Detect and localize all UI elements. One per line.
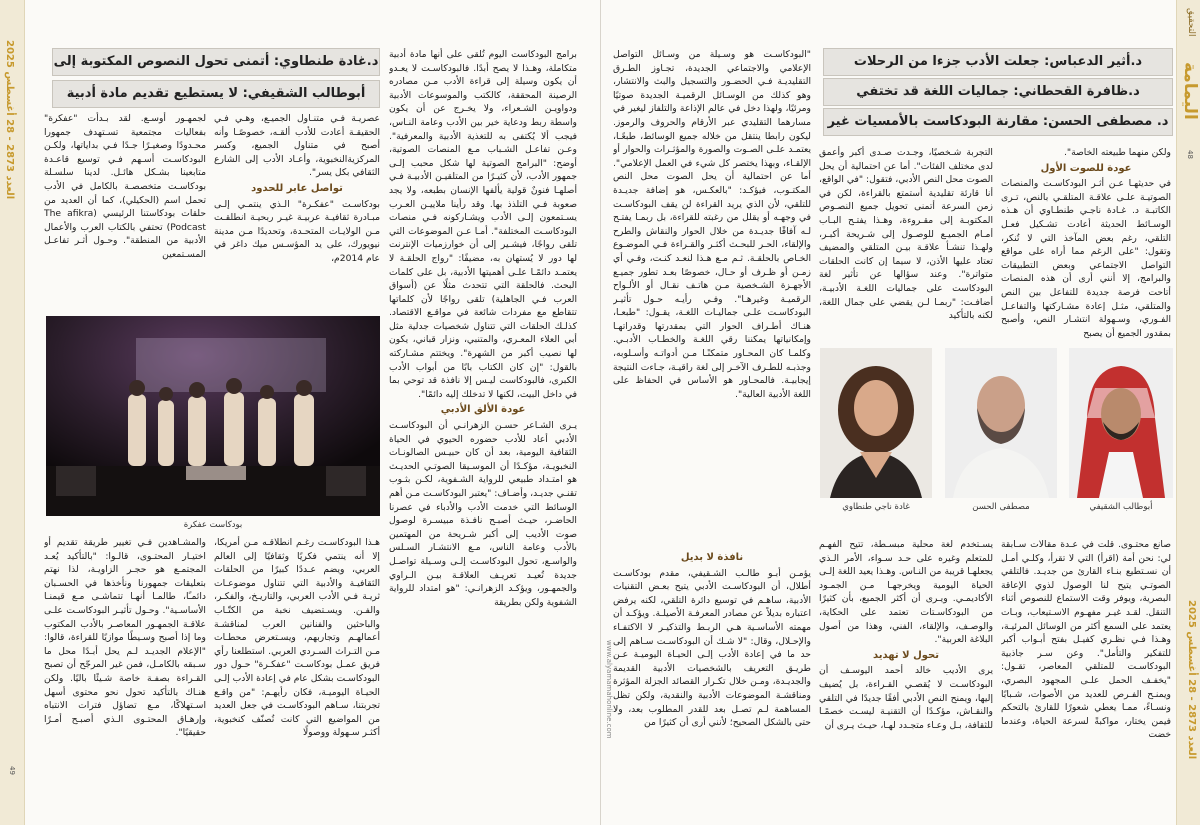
portrait-abutaleb-image bbox=[1069, 348, 1173, 498]
afikra-event-photo bbox=[46, 316, 380, 516]
page-number: 48 bbox=[1186, 150, 1194, 159]
subheading-literary-glow: عودة الألق الأدبي bbox=[440, 404, 526, 416]
headline-3: د. مصطفى الحسن: مقارنة البودكاست بالأمسيات غير bbox=[823, 108, 1173, 136]
bottom-column-2 bbox=[819, 538, 993, 806]
column-1 bbox=[1001, 146, 1171, 342]
right-page bbox=[600, 0, 1200, 825]
portrait-mustafa bbox=[945, 348, 1057, 498]
bottom-column-3-text: يؤمـن أبـو طالـب الشـقيفي، مقدم بودكاسـت أطلال، أن البودكاسـت الأدبي يتيح بعـض التقنيات الأدبية، ساهـم في توسيع دائرة التلقي، لكنه يرفض اعتباره بديلاً عن مصادر المعرفـة الأصيلـة. ويؤكـد أن مهمته الأساسـية هـي الربـط والتذكيـر لا الاكتفـاء والإحـلال، وقال: "لا شـك أن البودكاسـت سـاهم إلى حد ما في إعادة الأدب إلـى الحيـاة اليوميـة عـن طريـق التعريف بالشخصيات الأدبية القديمة والجديـدة، ومـن خلال تكـرار القصائد الجزلة المؤثرة ومناقشـة الموضوعات الأدبية والنقدية، ولكن تظل المساهمة لـم تصـل بعد للقدر المطلوب بعد، ولا حتى بالشكل الصحيح؛ لأنني أرى أن كثيرًا من bbox=[613, 567, 811, 729]
column-1-top: ولكن منهما طبيعته الخاصة". bbox=[1063, 147, 1171, 158]
portrait-caption-mustafa: مصطفى الحسن bbox=[972, 502, 1030, 512]
left-column-a bbox=[389, 48, 577, 806]
headline-1: د.أثير الدعباس: جعلت الأدب جزءا من الرحلات bbox=[823, 48, 1173, 76]
left-column-b bbox=[214, 112, 380, 300]
left-headline-2: أبوطالب الشقيفي: لا يستطيع تقديم مادة أدبية bbox=[52, 80, 380, 108]
afikra-event-image bbox=[46, 316, 380, 516]
left-column-b-text: عصريـة فـي متنـاول الجميـع، وهـي فـي الحقيقـة أعادت للأدب ألقـه، خصوصًـا وأنه أصبح في متناول الجميع، وكسر المركزيةالنخبوية، وأعـاد الأدب إلى الشارع الثقافي بكل يسر". bbox=[214, 113, 380, 179]
subheading-window: نافذة لا بديل bbox=[680, 552, 744, 563]
subheading-voice-return: عودة للصوت الأول bbox=[1040, 162, 1132, 174]
left-column-e-text: والمشـاهدين فـي تغيير طريقة تقديم أو اختيـار المحتـوى، قالـوا: "بالتأكيد يُعـد المجتمـع هو حجـر الزاويـة، لذا نهتم بتعليقات جمهورنا ونأخذها في الحسـبان دائمـًا، طالمـا أنهـا تتماشـى مـع قيمنـا الأساسـية". وحـول تأثيـر البودكاسـت علـى علاقـة الجمهـور المعاصـر بالأدب المكتوب وما إذا أصبح وسـيطًا موازيًا للقراءة، قالوا: "الإعلام الجديـد لـم يحل أبـدًا محل ما سـبقه بالكامـل، فمن غير المرجّح أن تصبح القـراءة بصفـة خاصة شـيئًا باليًا. ولكن هنـاك بالتأكيد تحول نحو محتوى أسهل اسـتهلاكًا، مـع تضاؤل فترات الانتباه وإرهـاق المحتـوى الـذي أصبـح أمـرًا حقيقيًا". bbox=[44, 537, 206, 739]
left-column-d bbox=[214, 536, 380, 806]
portrait-mustafa-image bbox=[945, 348, 1057, 498]
magazine-logo: اليمامة bbox=[1180, 62, 1200, 120]
issue-line-left: العدد 2873 - 28 أغسطس 2025 bbox=[4, 40, 15, 200]
section-tag: التحقيق bbox=[1186, 8, 1196, 37]
bottom-column-1 bbox=[1001, 538, 1171, 806]
website-url: www.alyamamahonline.com bbox=[605, 640, 613, 739]
left-column-a-text-2: يـرى الشـاعر حسـن الزهرانـي أن البودكاسـت الأدبي أعاد للأدب حضوره الحيوي في الحياة الثقافية اليومية، بعد أن كان حبيـس الصالونـات النخبويـة، مؤكـدًا أن الموسـيقا الصوتـي الحديـث هو امتـداد طبيعي للرواية الشـفوية، لكـن بثـوب تقنـي جديـد، وأضـاف: "يعتبر البودكاسـت مـن أهم الوسائط التي خدمت الأدب والأدباء في عصرنا الحاضـر، حيـث أصبـح نافـذة مبيسـرة لوصول صوت الأديب إلى أكبر شـريحة من المهتمين بالأدب وعامة الناس، مـع الانتشـار السـلس والواسـع، تحول البودكاسـت إلـى وسـيلة تواصـل جديدة تُعيـد تعريـف العلاقـة بيـن الـراوي والجمهـور، ويؤكـد الزهرانـي: "هو امتداد للرواية الشفوية ولكن بطريقة bbox=[389, 420, 577, 608]
column-1-body: في حديثهـا عـن أثـر البودكاسـت والمنصات الصوتيـة علـى علاقـة المتلقـي بالنص، تـرى الكاتبـة د. غـادة ناجـي طنطـاوي أن هـذه الوسـائط الحديثة أعادت تشـكيل فعـل التلقي، رغم بعض المآخذ التي لا تُنكر، وتقول: "على الرغم مما أراه على مواقع التواصل الاجتماعي وبعض التطبيقات والبرامج، إلا أنني أرى أن هذه المنصات أتاحت فرصة جديدة للتفاعل بين النص والمتلقي، مثـل إعادة مشـاركتها والتفاعـل الفـوري، وسـهولة انتشـار النص، وأصبح بمقدور الجميع أن يصبح bbox=[1001, 178, 1171, 339]
subheading-transformation: تحول لا تهديد bbox=[873, 649, 939, 661]
subheading-cross-border: تواصل عابر للحدود bbox=[251, 182, 343, 194]
left-headline-1: د.غادة طنطاوي: أتمنى تحول النصوص المكتوبة إلى bbox=[52, 48, 380, 76]
right-side-strip bbox=[1176, 0, 1200, 825]
left-column-c-text: لجمهـور أوسـع. لقد بـدأت "عفكرة" بفعاليات مجتمعية تسـتهدف جمهورا محـدودًا وصغيـرًا جـدًا فـي بداياتها، ولكـن البودكاسـت أسـهم فـي توسيع قاعـدة متابعينا بشـكل هائـل. لدينا سلسـلة بودكاسـت متخصصـة بالكامل في الأدب تحمل اسم (الحكيلي)، كما أن العديد من حلقات بودكاستنا الرئيسي (The afikra Podcast) تحتفي بالكتاب العرب والأعمال الأدبية من المنطقة". وحـول أثـر تفاعـل المسـتمعين bbox=[44, 113, 206, 260]
portrait-caption-abutaleb: أبوطالب الشقيفي bbox=[1089, 502, 1153, 512]
bottom-column-2-text-b: يرى الأديب خالد أحمد اليوسـف أن البودكاسـت لا يُقصـي القـراءة، بل يُضيف إليها، ويمنح النص الأدبي أفقًا جديدًا في التلقي والنقـاش، مؤكـدًا أن التقنيـة ليسـت خصمًـا للثقافة، بـل وعـاء متجـدد لهـا، حيـث يـرى أن bbox=[819, 665, 993, 731]
headline-2: د.ظافرة القحطاني: جماليات اللغة قد تختفي bbox=[823, 78, 1173, 106]
column-3-text: "البودكاسـت هو وسـيلة من وسـائل التواصل الإعلامي والاجتماعي الجديدة، تجـاوز الطـرق التقليديـة فـي الحضـور والتسجيل والبث والانتشار، وهو كذلك من الوسـائل الرقميـة الجديدة صوتيًا ومرئيًا، ولهذا دخل في عالم الإذاعة والتلفاز ليغير في مسارهما التقليدي عبر الأرقام والحروف والرموز. ليكون رابطا ينتقل من خلاله جميع الوسائط، طبعًـا، يعتمـد علـى الصـوت والصورة والمؤثـرات والحوار أو الإلقـاء، وبهذا يختصر كل شيء في العمل الإعلامي". أما عن احتمالية أن يحل الصوت محل النص المكتـوب، فيؤكـد: "بالعكـس، هو إضافة جديـدة للتلقي، لأن الذي يريد القراءة لن يقف البودكاسـت في وجهـه أو يقلل من رغبته للقراءة، بل ربمـا يفتـح لـه آفاقًا جديـدة من خلال الحوار والنقاش والطرح والإلقاء، الحـر للبحـث أكثـر والقـراءة فـي الموضـوع الخـاص بالحلقـة. ثـم مـع هـذا لنعـد كنـت، وفـي أي زمـن أو ظـرف أو حـال، خصوصًا بعـد تطور جميـع الأجهـزة الشـخصية مـن هاتـف نقـال أو الألـواح الرقميـة وغيرهـا". وفـي رأيـه حـول تأثيـر البودكاسـت علـى جماليـات اللغـة، يقـول: "طبعـا، هنـاك أطـراف الحوار التي بمقدرتها وقدراتهـا وإمكانياتها يمكننا رقي اللغـة والخطـاب الأدبـي. وكلمـا كان المحـاور متمكنًـا مـن أدواتـه وأسـلوبه، وجذبـه للطـرف الآخـر إلى لغة راقيـة، جـاءت النتيجة إيجابيـة. فالمحـاور هو الأساس في الحفاظ على اللغة الأدبية العالية". bbox=[613, 49, 811, 400]
left-column-e bbox=[44, 536, 206, 806]
left-column-d-text: هـذا البودكاسـت رغـم انطلاقـه مـن أمريكا، إلا أنه ينتمي فكريًا وثقافيًا إلى العالم العربي، ويضم عـددًا كبيرًا من الحلقات الثقافيـة والأدبية التي تتناول موضوعـات ثريـة فـي الأدب العربي، والتاريـخ، والفكـر، والفـن. ويسـتضيف نخبة من الكتّـاب والباحثين والفنانين العرب لمناقشـة أعمالهـم وتجاربهم، ويسـتعرض محطـات مـن التـراث السـردي العربي. استطلعنا رأي فريق عمـل بودكاسـت "عفكـرة" حـول دور البودكاسـت بشكل عام في إعادة الأدب إلـى الحيـاة اليوميـة، فكان رأيهـم: "من واقـع تجربتنا، سـاهم البودكاسـت في جعل العديد من المواضيع التي كانت تُصنّف كنخبوية، أكثـر سـهولة ووصولًا bbox=[214, 537, 380, 739]
bottom-column-1-text: صانع محتـوى. قلت في عـدة مقالات سـابقة لي: نحن أمة (اقرأ) التي لا تقرأ، وكلـي أمـل أن نسـتطيع بنـاء القارئ من جديـد. فالتلقي الصوتـي يتيح لنا الوصول لذوي الإعاقة البصرية، ويوفر وقت الاستماع للنصوص أثناء التنقل. لقـد غيـر مفهـوم الاسـتيعاب، وبـات يعتمد على السمع أكثر من الوسائل المرئيـة، وهـذا فـي نظـري كفيـل بفتح أبـواب أكبر للتفكير والتأمل". وعن سـر جاذبية البودكاسـت للمتلقي المعاصر، تقـول: "يخفـف الحمل علـى المجهود البصري، ويمنـح الفـرص للعديد من الأصوات، شـبابًا ونسـاءً، ممـا يعطي شعورًا للقارئ بالتحكم فيمن يختار، مواكبةً لسرعة الحياة، وعندما خضت bbox=[1001, 539, 1171, 741]
photo-caption: بودكاست عفكرة bbox=[183, 520, 243, 530]
column-3 bbox=[613, 48, 811, 545]
portrait-ghada-image bbox=[820, 348, 932, 498]
column-2 bbox=[819, 146, 993, 342]
bottom-column-3 bbox=[613, 549, 811, 806]
portrait-ghada bbox=[820, 348, 932, 498]
left-side-strip bbox=[0, 0, 25, 825]
bottom-column-2-text: يسـتخدم لغة محلية مبسـطة، تتيح الفهـم للمتعلم وغيره على حـد سـواء، الأمر الـذي يجعلهـا قريبة من النـاس. وهـذا يعيد اللغة إلـى الحياة اليومية ويخرجهـا مـن الجمـود الأكاديمـي. ويـرى أن أكثر الجميع، بأن كثيرًا من البودكاسـتات تعتمد على الحكاية، والوصـف، والإلقاء، الفني، وهذا من أصول البلاغة العربية". bbox=[819, 539, 993, 646]
left-column-a-text: برامج البودكاست اليوم تُلقى على أنها مادة أدبية متكاملة، وهـذا لا يصح أبدًا. فالبودكاسـت لا يعـدو أن يكون وسيلة إلى قراءة الأدب مـن مصادره الرصينة المحققة، كالكتب والموسوعات الأدبية ودواويـن الشـعراء، ولا يخـرج عن أن يكون واسطة ربط ودعاية خير بين الأدب وعامة النـاس، فيجب ألا يُكتفى به للتغذية الأدبية والمعرفية". وعـن تفاعـل الشـباب مـع المنصات الصوتية، أوضح: "البرامج الصوتية لها شكل محبب إلـى جمهور الأدب، لأن كثيـرًا من المتلقيـن الأدبيـة فـي أصلهـا فنونٌ قولية يألفها الإنسان بطبعه، ولا يجد صعوبة فـي التلذذ بها. وقد رأينا ملاييـن العـرب يسـتمعون إلـى الأدب ويشـاركونه فـي منصات البودكاسـت المختلفة". أمـا عـن الموضوعات التي تلقى رواجًا، فيشـير إلى أن خوارزميات الإنترنت لها دور لا يُستهان به، مضيفًا: "رواج الحلقـة لا يعتمـد دائمًـا علـى أهميتها الأدبية، بل على كلمات البحث. فالحلقة التي تتحدث مثلًا عن (أسواق العرب فـي الجاهلية) تلقى رواجًا لأن كلماتها تتقاطع مع مفردات شائعة في مواقـع الاقتصاد. كذلـك الحلقات التي تتناول شخصيات جدلية مثل أبي العلاء المعـري، والمتنبي، ونزار قباني، يكون لها نصيب أكبر من الشهرة". ويختتم مشـاركته بالقول: "إن كان الكتاب بابًا من أبواب الأدب الكبرى، فالبودكاست ليـس إلا نافذة قد توحي بما في داخل البيت، لكنها لا تدخلك إليه دائمًا". bbox=[389, 49, 577, 400]
portrait-abutaleb bbox=[1069, 348, 1173, 498]
page-number-left: 49 bbox=[8, 766, 16, 775]
left-column-b-text-2: بودكاسـت "عفكـرة" الـذي ينتمـي إلـى مبـادرة ثقافيـة عربيـة غيـر ربحيـة انطلقـت مـن الولايـات المتحـدة، وتحديدًا مـن مدينة نيويورك، على يد المؤسـس ميك داغر في عام 2014م، bbox=[214, 198, 380, 264]
column-2-text: التجربة شـخصيًا، وجـدت صـدى أكبر وأعمق لدى مختلف الفئات". أما عن احتمالية أن يحل الصوت محل النص الأدبي، فتقول: "في الواقع، أنا قارئة تقليدية أستمتع بالقراءة، لكن في زمن السرعة أتمنى تحويل جميع النصـوص المكتوبـة إلى مقـروءة، وهـذا يفتـح البـاب أمـام الجميـع للوصـول إلى شـريحة أكبـر، ولهـذا تنشـأ علاقـة بيـن المتلقي والمضيف تعتاد عليها الأذن، لا سيما إن كانت الحلقات متواترة". وعند سؤالها عن تأثير لغة البودكاست على جماليات اللغـة الأدبيـة، أضافـت: "ربمـا لـن يقضي على جمال اللغة، لكنه بالتأكيد bbox=[819, 147, 993, 322]
left-column-c bbox=[44, 112, 206, 300]
portrait-caption-ghada: غادة ناجي طنطاوي bbox=[842, 502, 910, 512]
issue-line: العدد 2873 - 28 أغسطس 2025 bbox=[1186, 600, 1197, 760]
